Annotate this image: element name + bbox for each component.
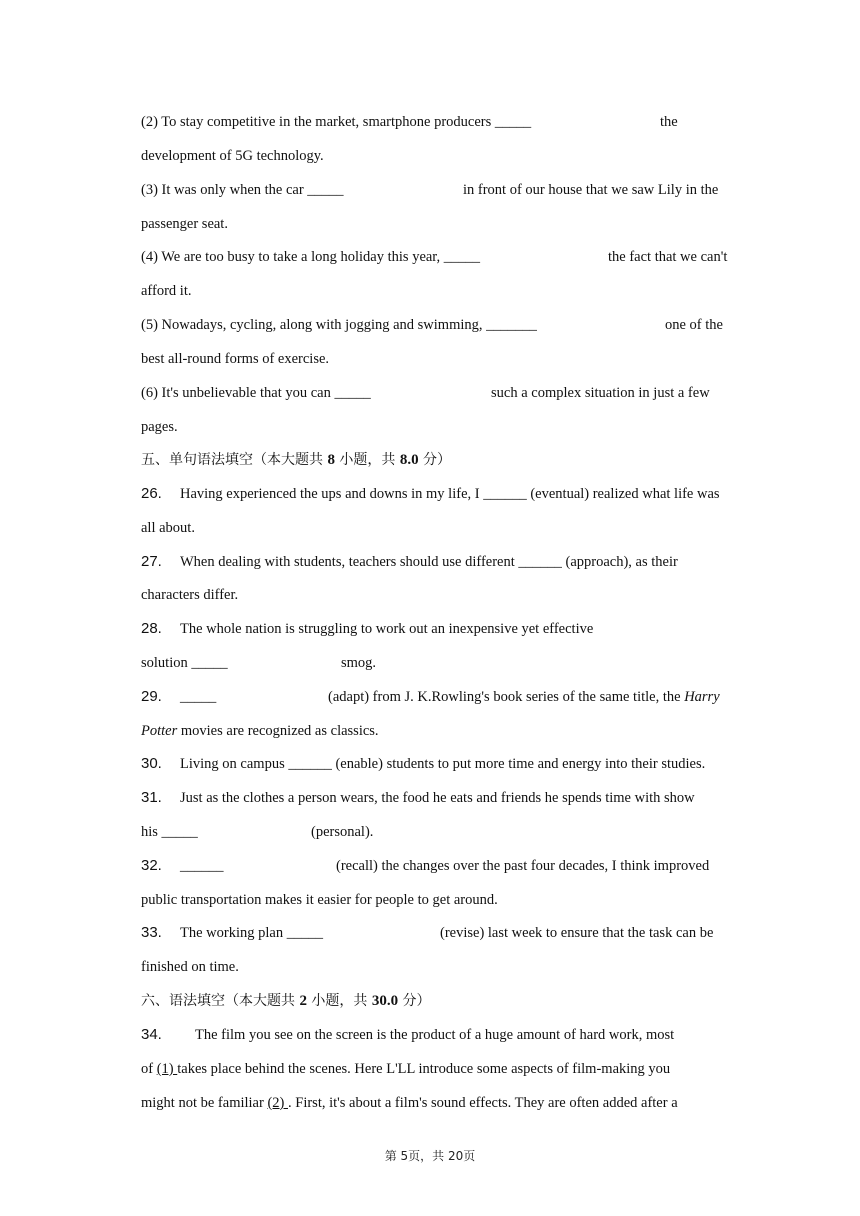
q31-line1: Just as the clothes a person wears, the food he eats and friends he spends time with show (180, 790, 695, 806)
q4-line2: afford it. (141, 283, 192, 299)
q34-line3: might not be familiar (2) . First, it's about a film's sound effects. They are often added after a (141, 1095, 678, 1111)
q31-line2-end: (personal). (311, 824, 374, 840)
q34-line1: The film you see on the screen is the product of a huge amount of hard work, most (195, 1027, 675, 1043)
question-number-30: 30. (141, 755, 162, 772)
q32-line2: public transportation makes it easier for people to get around. (141, 892, 498, 908)
q3-line2: passenger seat. (141, 216, 228, 232)
q26-line1: Having experienced the ups and downs in my life, I ______ (eventual) realized what life was (180, 486, 720, 502)
q3-line1: (3) It was only when the car _____ (141, 182, 344, 198)
q5-line2: best all-round forms of exercise. (141, 351, 330, 367)
q29-blank: _____ (180, 689, 217, 705)
q28-line2: solution _____ (141, 655, 228, 671)
question-number-34: 34. (141, 1026, 162, 1043)
q27-line2: characters differ. (141, 587, 239, 603)
q29-line2: Potter movies are recognized as classics. (141, 723, 379, 739)
q5-line1: (5) Nowadays, cycling, along with jogging and swimming, _______ (141, 317, 537, 333)
page-footer: 第 5页，共 20页 (384, 1149, 476, 1163)
q32-line1: (recall) the changes over the past four decades, I think improved (336, 858, 710, 874)
q2-line1: (2) To stay competitive in the market, smartphone producers _____ (141, 114, 532, 130)
blank-1: (1) (156, 1061, 178, 1077)
q3-line1-end: in front of our house that we saw Lily in the (463, 182, 719, 198)
q32-blank: ______ (180, 858, 224, 874)
q28-line1: The whole nation is struggling to work out an inexpensive yet effective (180, 621, 594, 637)
question-number-29: 29. (141, 688, 162, 705)
q5-line1-end: one of the (665, 317, 723, 333)
q34-line2: of (1) takes place behind the scenes. Here L'LL introduce some aspects of film-making you (141, 1061, 671, 1077)
q6-line1-end: such a complex situation in just a few (491, 385, 710, 401)
q6-line1: (6) It's unbelievable that you can _____ (141, 385, 371, 401)
blank-2: (2) (267, 1095, 288, 1111)
q33-line1-end: (revise) last week to ensure that the task can be (440, 925, 714, 941)
q4-line1-end: the fact that we can't (608, 249, 728, 265)
question-number-33: 33. (141, 924, 162, 941)
q33-line2: finished on time. (141, 959, 239, 975)
question-number-26: 26. (141, 485, 162, 502)
q2-line1-end: the (660, 114, 678, 130)
q27-line1: When dealing with students, teachers should use different ______ (approach), as their (180, 554, 678, 570)
question-number-31: 31. (141, 789, 162, 806)
question-number-28: 28. (141, 620, 162, 637)
q26-line2: all about. (141, 520, 195, 536)
question-number-27: 27. (141, 553, 162, 570)
q4-line1: (4) We are too busy to take a long holiday this year, _____ (141, 249, 481, 265)
q30-line1: Living on campus ______ (enable) students to put more time and energy into their studies. (180, 756, 706, 772)
q6-line2: pages. (141, 419, 178, 435)
q33-line1: The working plan _____ (180, 925, 323, 941)
section-six-heading: 六、语法填空（本大题共 2 小题，共 30.0 分） (141, 993, 431, 1009)
section-five-heading: 五、单句语法填空（本大题共 8 小题，共 8.0 分） (141, 452, 452, 468)
q29-line1: (adapt) from J. K.Rowling's book series of the same title, the Harry (328, 689, 720, 705)
q2-line2: development of 5G technology. (141, 148, 324, 164)
question-number-32: 32. (141, 857, 162, 874)
q31-line2: his _____ (141, 824, 198, 840)
q28-line2-end: smog. (341, 655, 377, 671)
